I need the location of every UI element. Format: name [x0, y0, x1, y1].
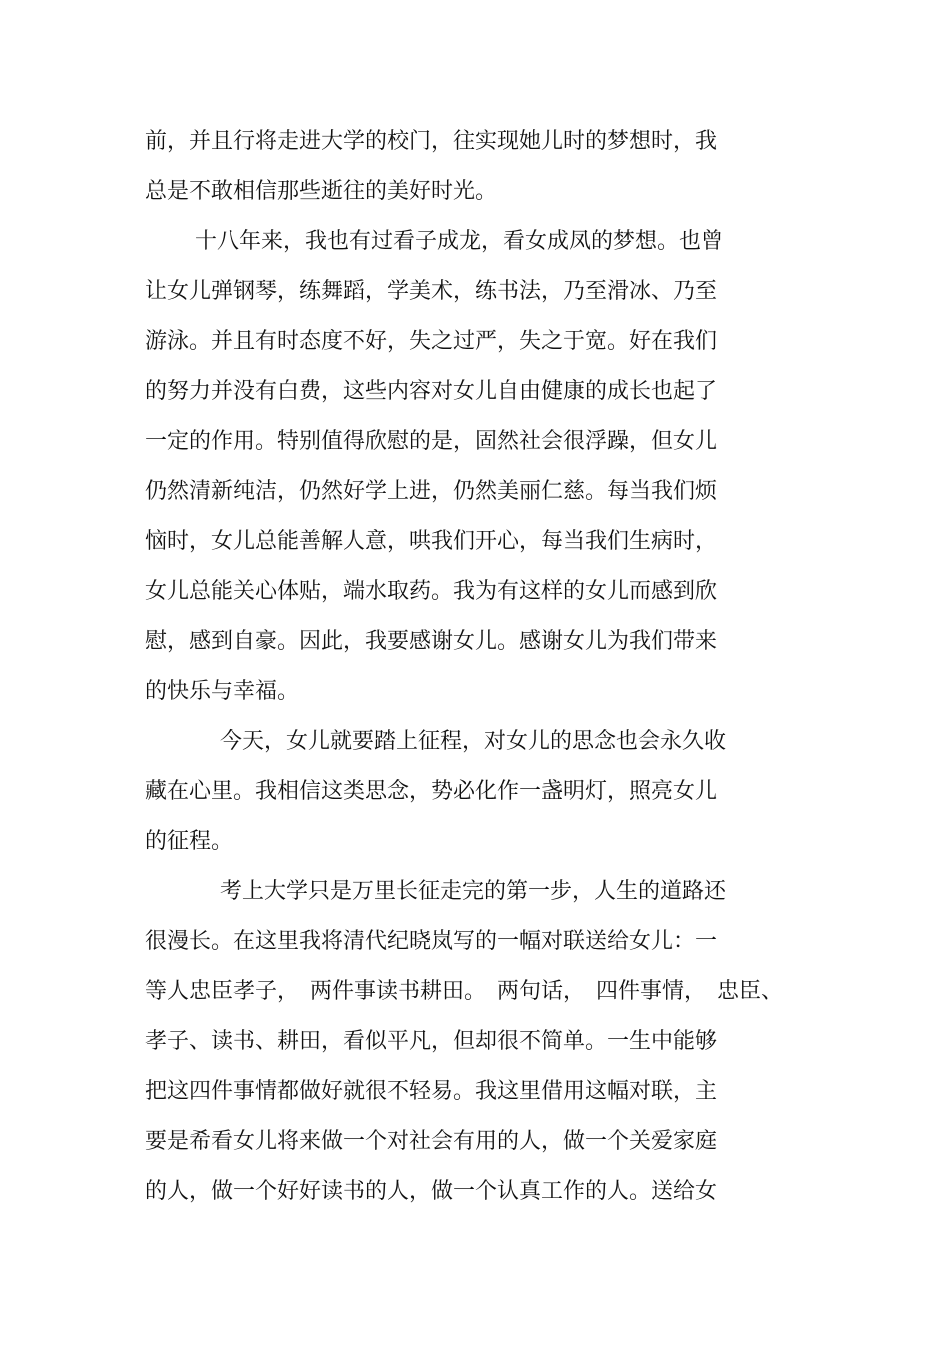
text-line: 把这四件事情都做好就很不轻易。我这里借用这幅对联，主	[145, 1079, 718, 1104]
text-line: 等人忠臣孝子， 两件事读书耕田。 两句话， 四件事情， 忠臣、	[145, 979, 784, 1004]
text-line: 恼时，女儿总能善解人意，哄我们开心，每当我们生病时，	[145, 529, 718, 554]
text-line: 很漫长。在这里我将清代纪晓岚写的一幅对联送给女儿：一	[145, 929, 718, 954]
text-line: 的努力并没有白费，这些内容对女儿自由健康的成长也起了	[145, 379, 718, 404]
paragraph-start-line: 今天，女儿就要踏上征程，对女儿的思念也会永久收	[220, 729, 727, 754]
text-line: 藏在心里。我相信这类思念，势必化作一盏明灯，照亮女儿	[145, 779, 718, 804]
text-line: 慰，感到自豪。因此，我要感谢女儿。感谢女儿为我们带来	[145, 629, 718, 654]
text-line: 的快乐与幸福。	[145, 679, 300, 704]
text-line: 孝子、读书、耕田，看似平凡，但却很不简单。一生中能够	[145, 1029, 718, 1054]
paragraph-start-line: 考上大学只是万里长征走完的第一步，人生的道路还	[220, 879, 727, 904]
text-line: 要是希看女儿将来做一个对社会有用的人，做一个关爱家庭	[145, 1129, 718, 1154]
text-line: 的人，做一个好好读书的人，做一个认真工作的人。送给女	[145, 1179, 718, 1204]
text-line: 一定的作用。特别值得欣慰的是，固然社会很浮躁，但女儿	[145, 429, 718, 454]
text-line: 游泳。并且有时态度不好，失之过严，失之于宽。好在我们	[145, 329, 718, 354]
text-line: 让女儿弹钢琴，练舞蹈，学美术，练书法，乃至滑冰、乃至	[145, 279, 718, 304]
text-line: 仍然清新纯洁，仍然好学上进，仍然美丽仁慈。每当我们烦	[145, 479, 718, 504]
text-line: 的征程。	[145, 829, 234, 854]
paragraph-start-line: 十八年来，我也有过看子成龙，看女成凤的梦想。也曾	[195, 229, 724, 254]
text-line: 前，并且行将走进大学的校门，往实现她儿时的梦想时，我	[145, 129, 718, 154]
text-line: 总是不敢相信那些逝往的美好时光。	[145, 179, 498, 204]
text-line: 女儿总能关心体贴，端水取药。我为有这样的女儿而感到欣	[145, 579, 718, 604]
